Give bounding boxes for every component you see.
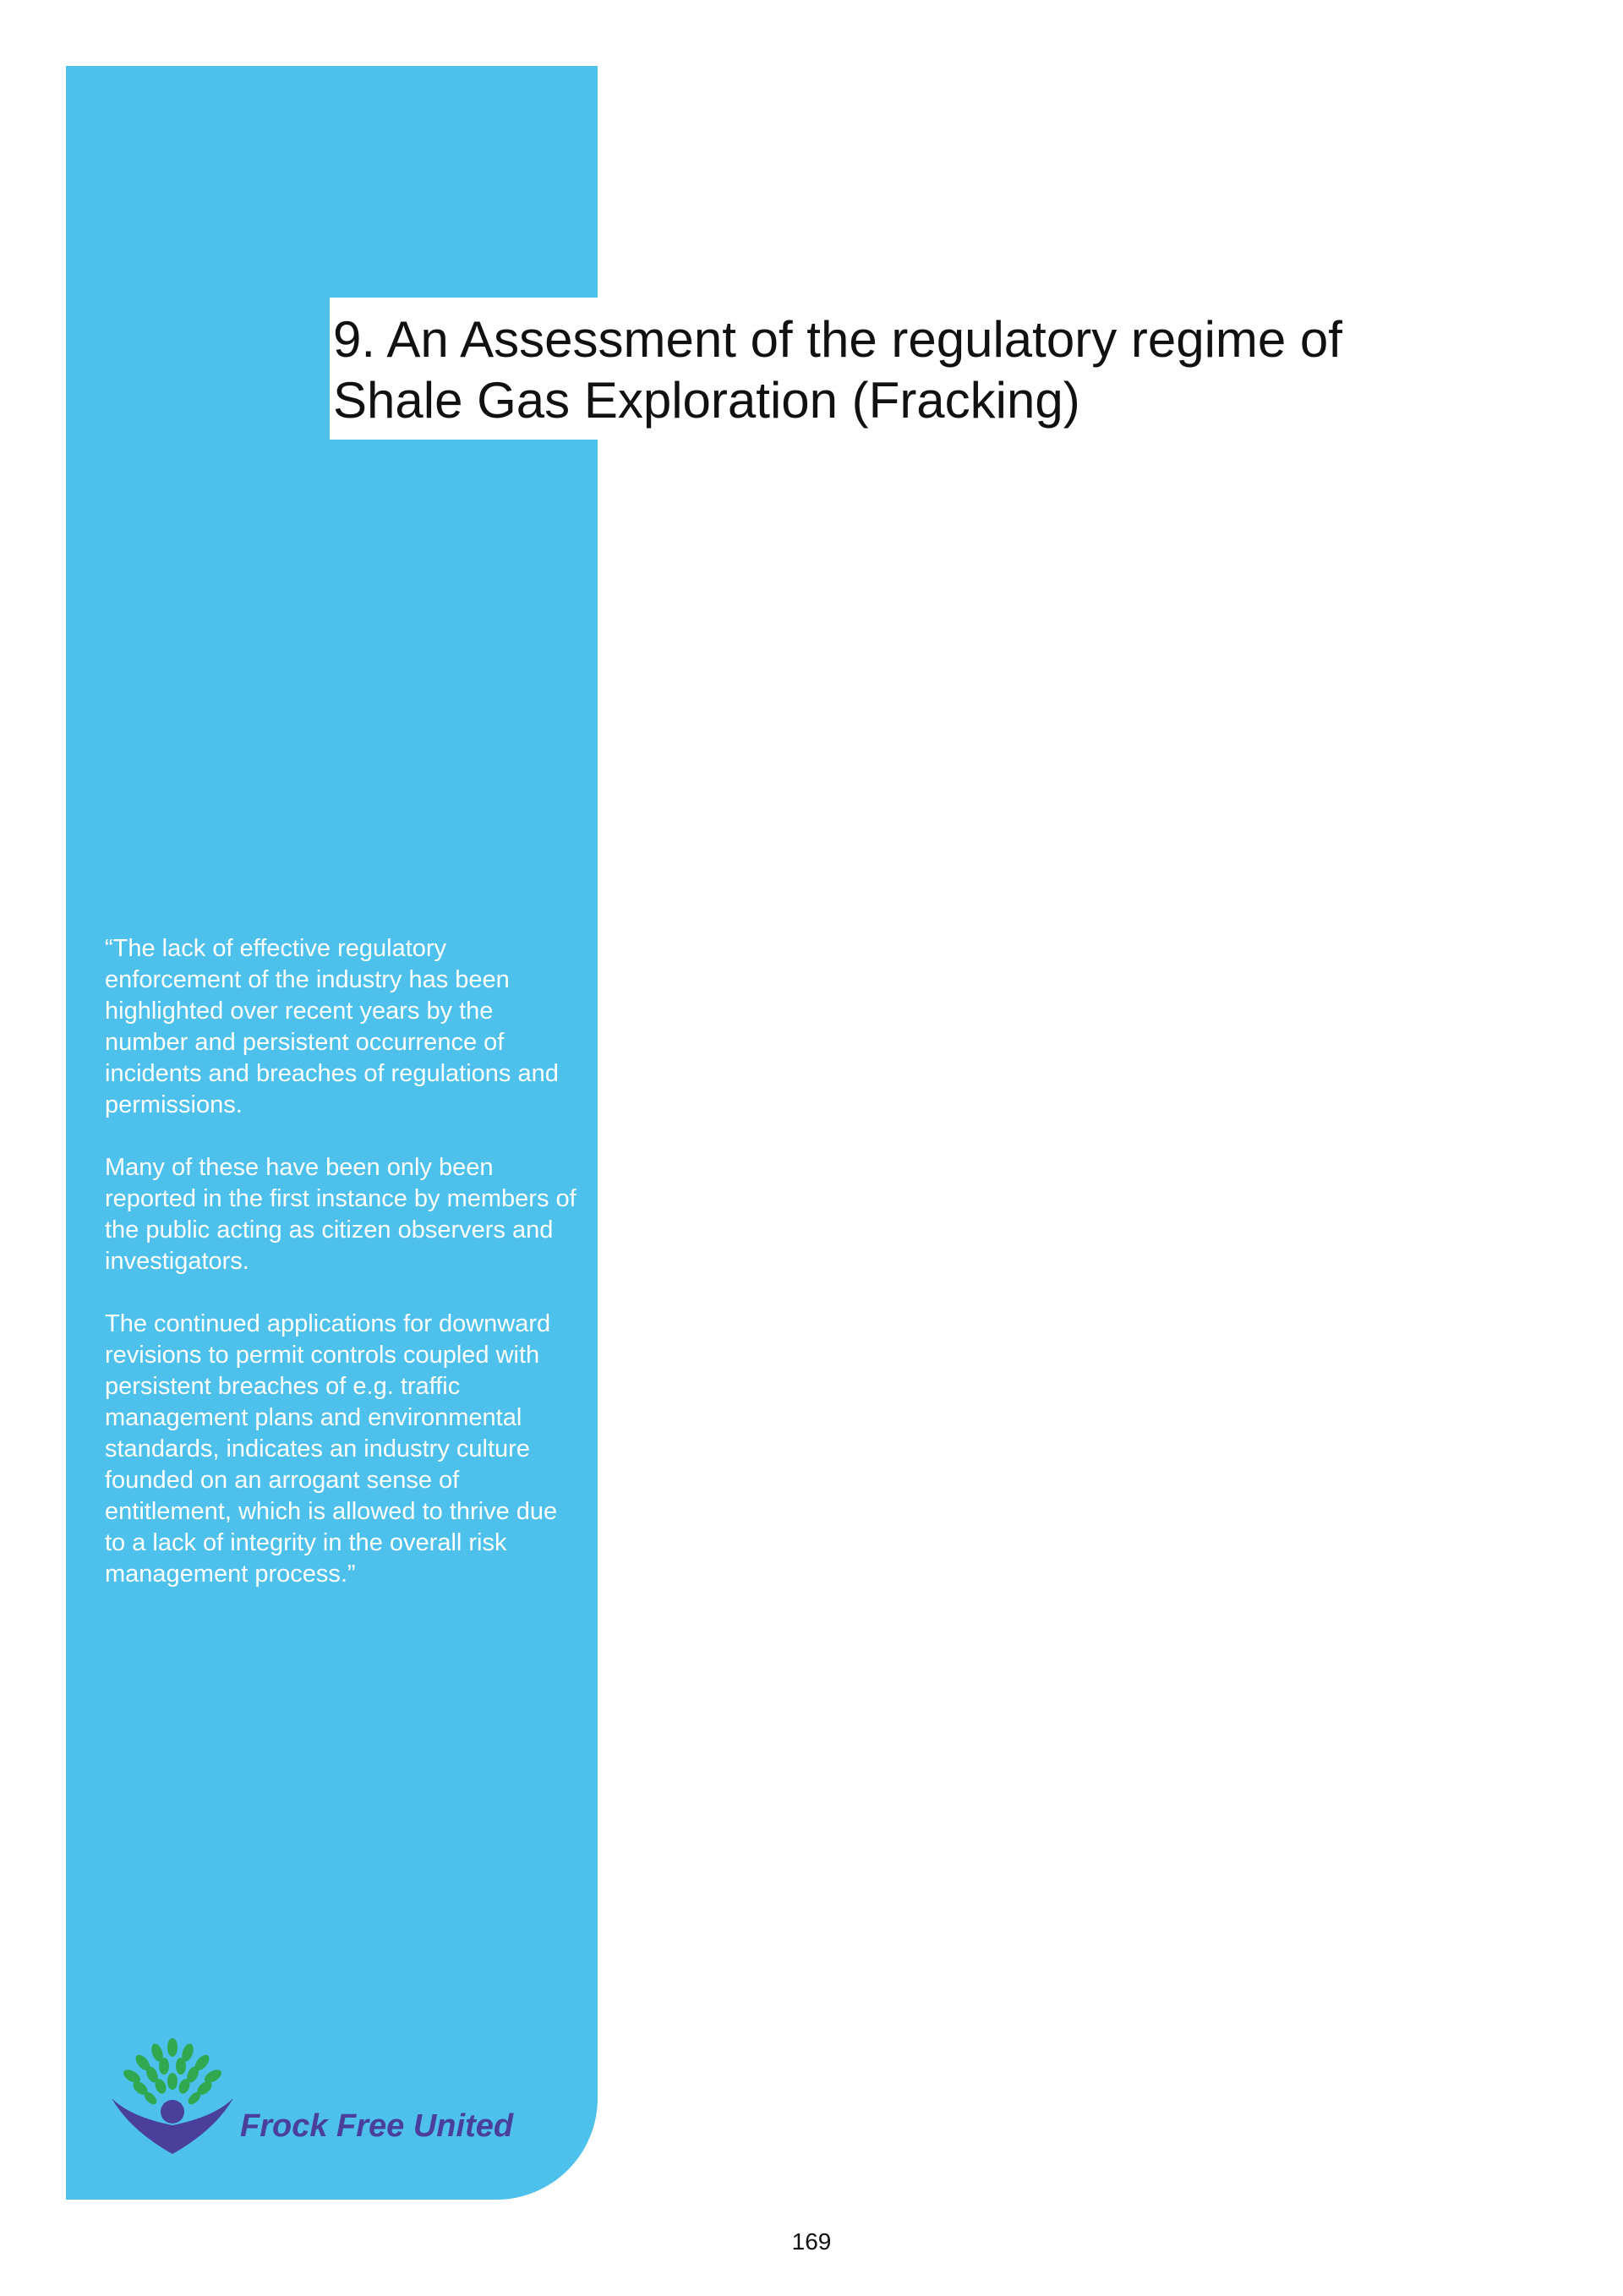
logo [105, 2029, 513, 2164]
page-title [330, 298, 1347, 440]
tree-person-icon [105, 2029, 240, 2164]
quote-paragraph-3: The continued applications for downward revisions to permit controls coupled with persistent breaches of e.g. traffic management plans and environmental standards, indicates an industry culture founded on an arrogant sense of entitlement, which is allowed to thrive due to a lack of integrity in the overall risk management process.” [105, 1310, 558, 1588]
page-title-line-1: 9. An Assessment of the regulatory regime of [333, 311, 1342, 368]
page-number: 169 [791, 2228, 832, 2255]
logo-text: Frock Free United [240, 2107, 514, 2144]
quote-paragraph-2: Many of these have been only been reported in the first instance by members of the public acting as citizen observers and investigators. [105, 1154, 577, 1275]
pull-quote [105, 933, 578, 1621]
page-title-line-2: Shale Gas Exploration (Fracking) [333, 372, 1080, 429]
quote-paragraph-1: “The lack of effective regulatory enforcement of the industry has been highlighted over recent years by the number and persistent occurrence of incidents and breaches of regulations and permissions. [105, 935, 559, 1118]
